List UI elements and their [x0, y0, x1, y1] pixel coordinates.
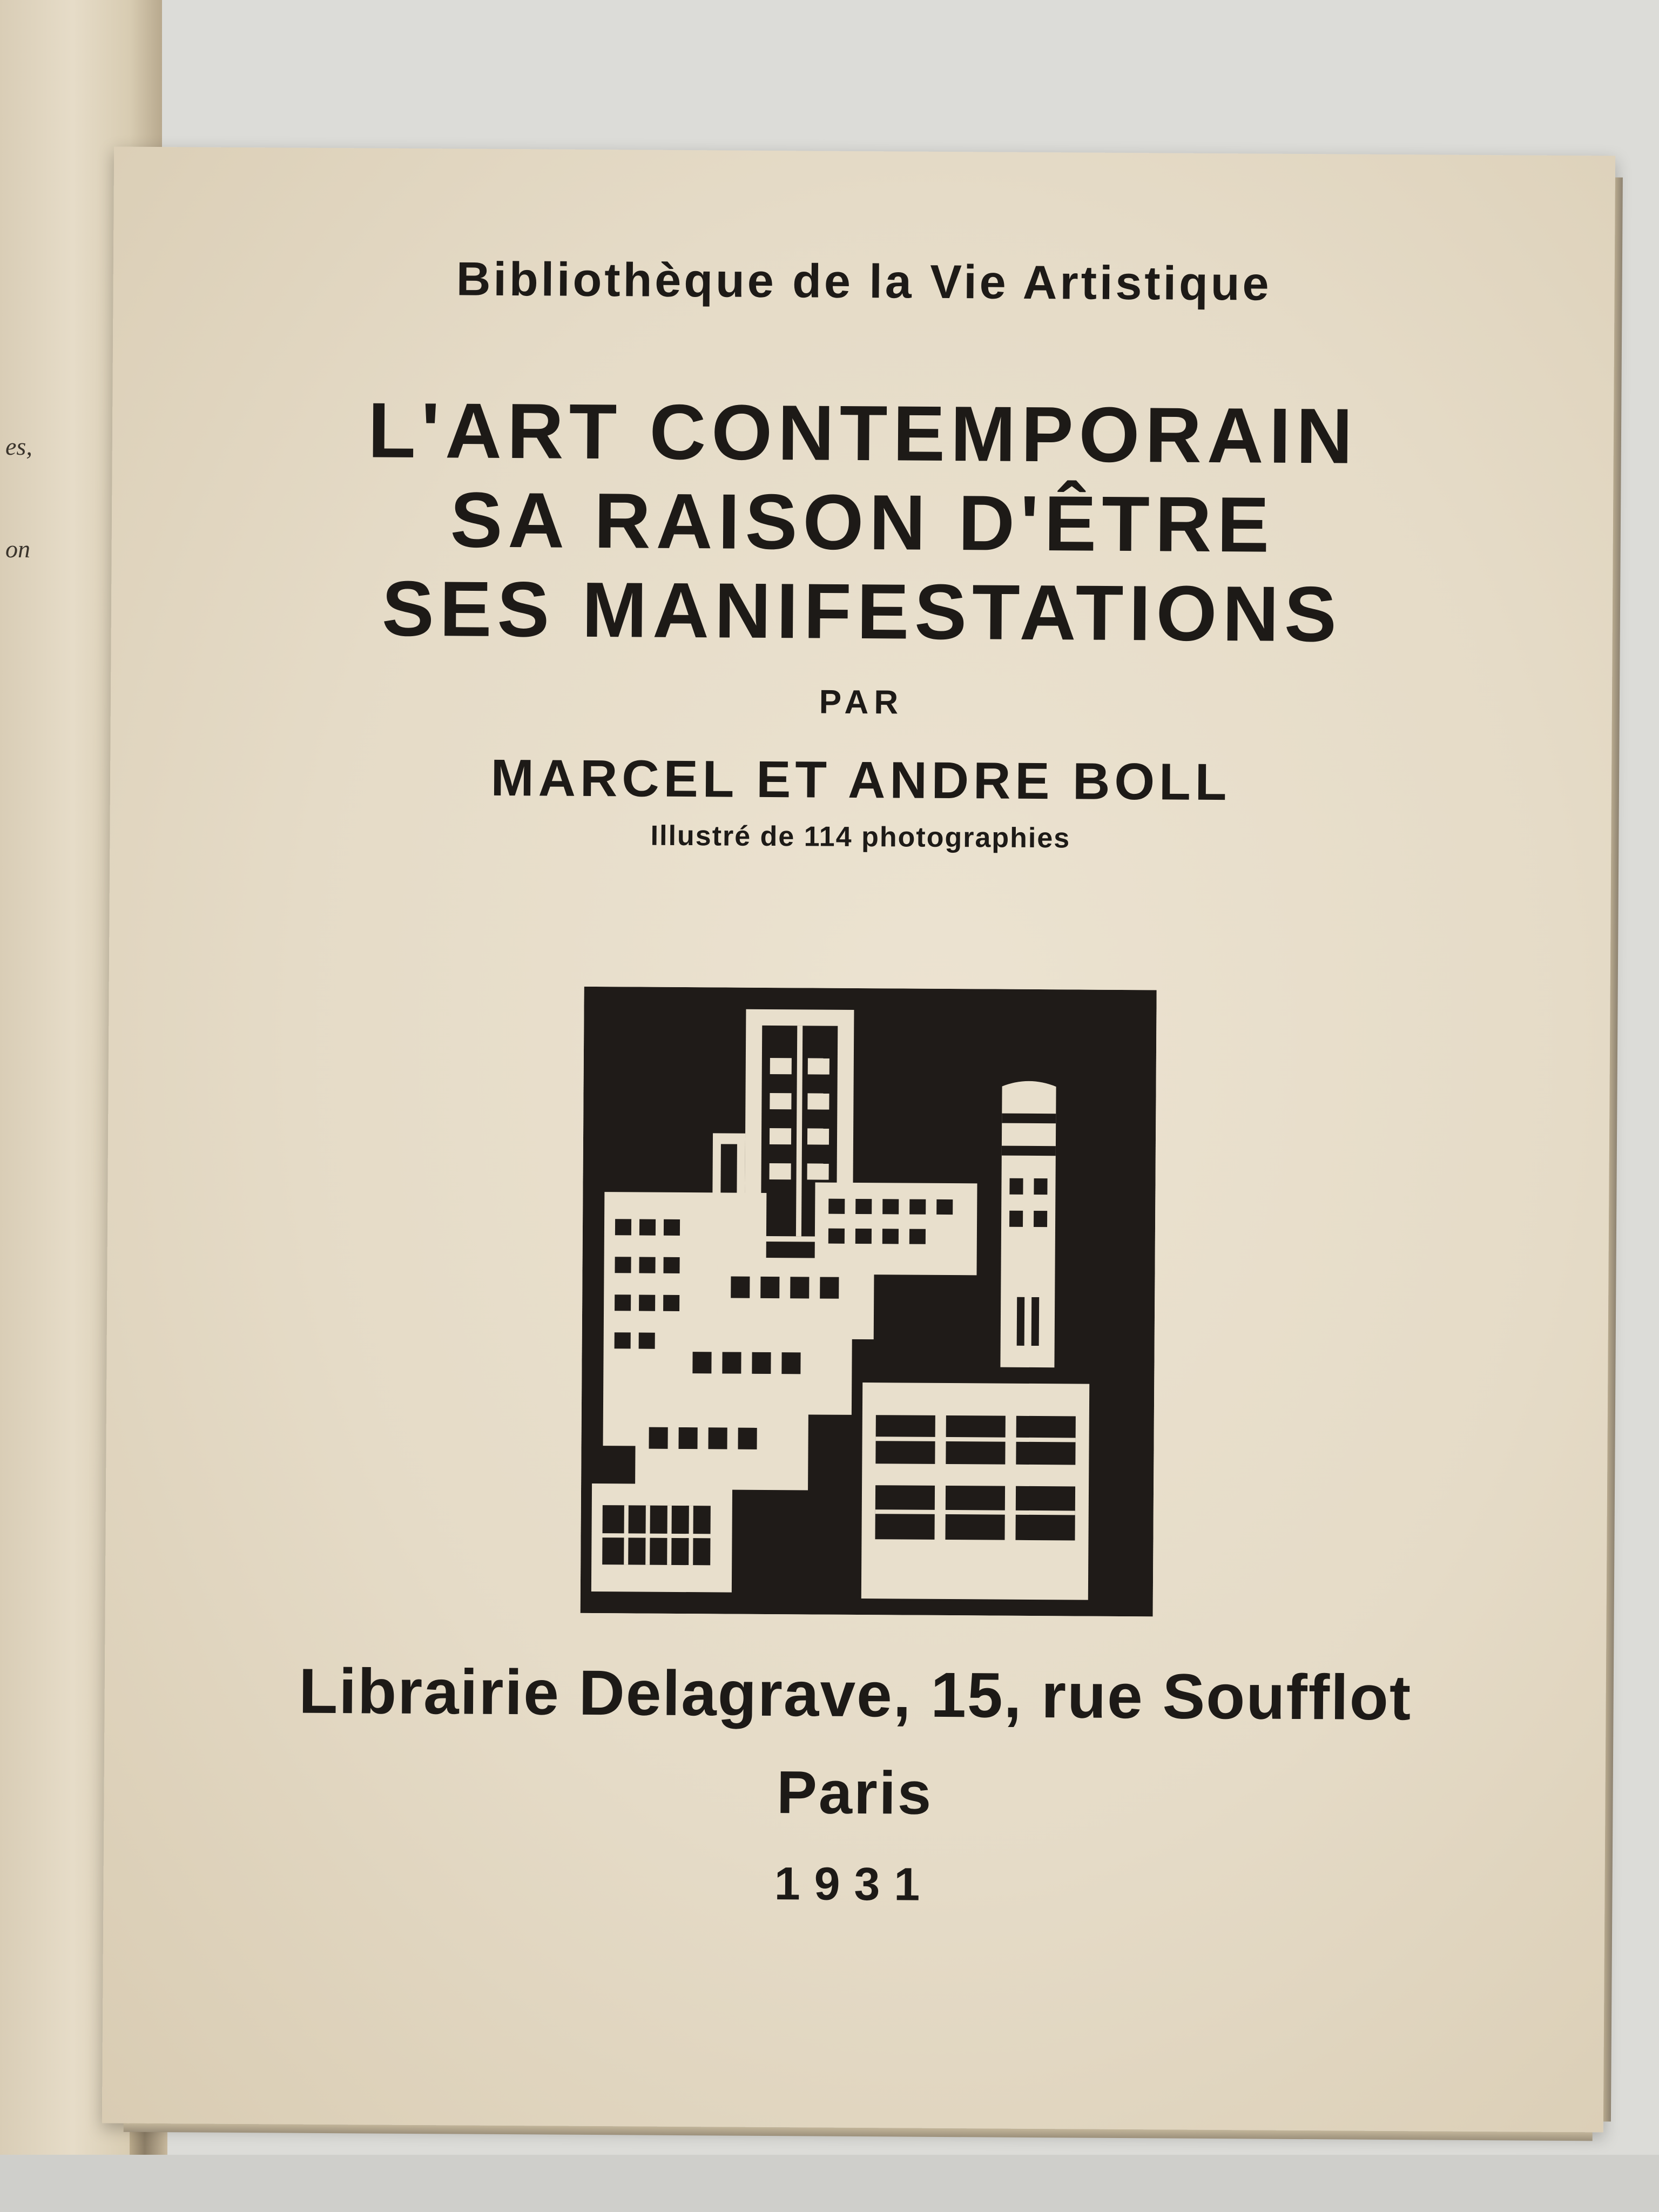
- series-name: Bibliothèque de la Vie Artistique: [456, 252, 1272, 311]
- publisher: Librairie Delagrave, 15, rue Soufflot: [298, 1655, 1412, 1734]
- illustration-note: Illustré de 114 photographies: [650, 820, 1071, 854]
- city-skyline-woodcut: [581, 987, 1157, 1616]
- publication-city: Paris: [776, 1758, 933, 1827]
- table-surface: [0, 2155, 1659, 2212]
- left-page-fragment-1: es,: [5, 433, 32, 460]
- authors: MARCEL ET ANDRE BOLL: [490, 748, 1231, 812]
- title-page: [102, 147, 1615, 2133]
- left-page-fragment-2: on: [5, 535, 30, 563]
- book-title-line-3: SES MANIFESTATIONS: [381, 564, 1343, 658]
- publication-year: 1931: [774, 1858, 934, 1911]
- page-edge: [124, 2123, 1593, 2141]
- by-label: PAR: [819, 683, 904, 721]
- book-title-line-1: L'ART CONTEMPORAIN: [367, 386, 1359, 480]
- book-title-line-2: SA RAISON D'ÊTRE: [450, 476, 1275, 569]
